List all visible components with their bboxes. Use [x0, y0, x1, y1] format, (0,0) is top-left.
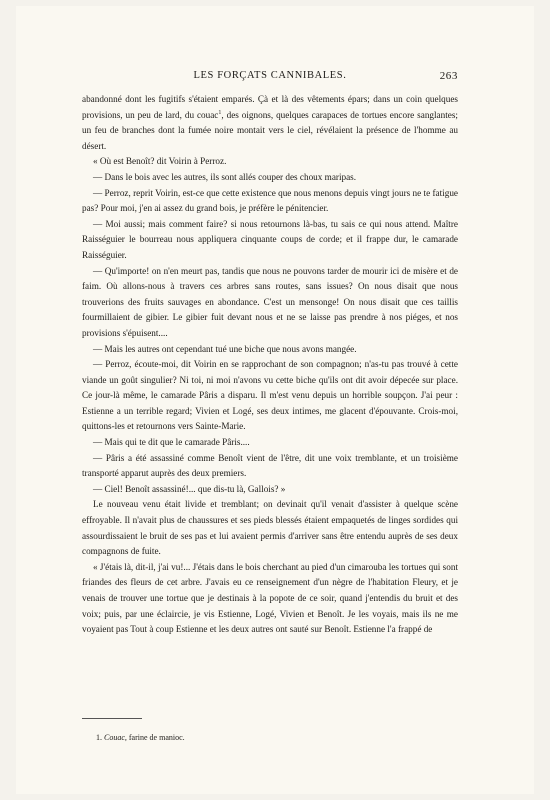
paragraph [82, 357, 458, 435]
footnote-divider [82, 718, 142, 719]
paragraph-text: — Mais qui te dit que le camarade Pâris.... [93, 437, 250, 448]
paragraph [82, 342, 458, 358]
footnote-term: Couac, [104, 733, 127, 742]
paragraph-text: « Où est Benoît? dit Voirin à Perroz. [93, 156, 227, 167]
body-text [82, 92, 458, 638]
paragraph-text: « J'étais là, dit-il, j'ai vu!... J'étais dans le bois cherchant au pied d'un cimarouba les tortues qui sont friandes des fleurs de cet arbre. J'avais eu ce renseignement d'un nègre de l'habitation Fleury, et je venais de trouver une tortue que je destinais à la popote de ce soir, quand j'entendis du bruit et des voix; puis, par une éclaircie, je vis Estienne, Logé, Vivien et Benoît. Je les voyais, mais ils ne me voyaient pas Tout à coup Estienne et les deux autres ont sauté sur Benoît. Estienne l'a frappé de [82, 561, 458, 635]
footnote-number: 1. [96, 733, 102, 742]
paragraph [82, 170, 458, 186]
paragraph [82, 497, 458, 559]
paragraph-text: — Pâris a été assassiné comme Benoît vient de l'être, dit une voix tremblante, et un troisième transporté apparut auprès des deux premiers. [82, 452, 458, 479]
paragraph [82, 435, 458, 451]
page-number: 263 [439, 70, 458, 82]
paragraph [82, 451, 458, 482]
paragraph-text: — Moi aussi; mais comment faire? si nous retournons là-bas, tu sais ce qui nous attend. Maître Raisséguier le bourreau nous appliquera cinquante coups de corde; et il frappe dur, le camarade Raisséguier. [82, 218, 458, 260]
running-header [82, 70, 458, 86]
paragraph-text: — Dans le bois avec les autres, ils sont allés couper des choux maripas. [93, 171, 357, 182]
paragraph [82, 154, 458, 170]
paragraph [82, 264, 458, 342]
footnote-definition: farine de manioc. [128, 733, 185, 742]
paragraph [82, 186, 458, 217]
paragraph [82, 560, 458, 638]
paragraph-text: — Qu'importe! on n'en meurt pas, tandis que nous ne pouvons tarder de mourir ici de misère et de faim. Où allons-nous à travers ces arbres sans routes, sans issues? On nous disait que nous trouverions des fruits sauvages en abondance. C'est un mensonge! On nous disait que ces taillis fourmillaient de gibier. Le gibier fuit devant nous et ne se laisse pas prendre à nos piéges, et nos provisions s'épuisent.... [82, 265, 458, 338]
paragraph-text: abandonné dont les fugitifs s'étaient emparés. Çà et là des vêtements épars; dans un coin quelques provisions, un peu de lard, du couac$^1$, des oignons, quelques carapaces de tortues encore sanglantes; un feu de branches dont la fumée noire montait vers le ciel, révélaient la présence de l'homme au désert. [82, 94, 458, 151]
paragraph [82, 92, 458, 154]
footnote-mark: 1 [218, 109, 222, 116]
footnote [96, 733, 396, 742]
paragraph-text: Le nouveau venu était livide et tremblant; on devinait qu'il venait d'assister à quelque scène effroyable. Il n'avait plus de chaussures et ses pieds blessés étaient empaquetés de linges sordides qui assourdissaient le bruit de ses pas et lui avaient permis d'arriver sans être entendu auprès de ses deux compagnons de fuite. [82, 499, 458, 557]
paragraph-text: — Mais les autres ont cependant tué une biche que nous avons mangée. [93, 343, 357, 354]
paragraph [82, 217, 458, 264]
paragraph-text: — Ciel! Benoît assassiné!... que dis-tu là, Gallois? » [93, 483, 286, 494]
paragraph [82, 482, 458, 498]
paragraph-text: — Perroz, reprit Voirin, est-ce que cette existence que nous menons depuis vingt jours ne te fatigue pas? Pour moi, j'en ai assez du grand bois, je préfère le pénitencier. [82, 187, 458, 214]
running-title: LES FORÇATS CANNIBALES. [193, 70, 347, 81]
paragraph-text: — Perroz, écoute-moi, dit Voirin en se rapprochant de son compagnon; n'as-tu pas trouvé à cette viande un goût singulier? Ni toi, ni moi n'avons vu cette biche qu'ils ont dit avoir dépecée sur place. Ce jour-là même, le camarade Pâris a disparu. Il m'est venu depuis un horrible soupçon. J'ai peur : Estienne a un terrible regard; Vivien et Logé, ses deux intimes, me glacent d'épouvante. Crois-moi, quittons-les et retournons vers Sainte-Marie. [82, 359, 458, 432]
